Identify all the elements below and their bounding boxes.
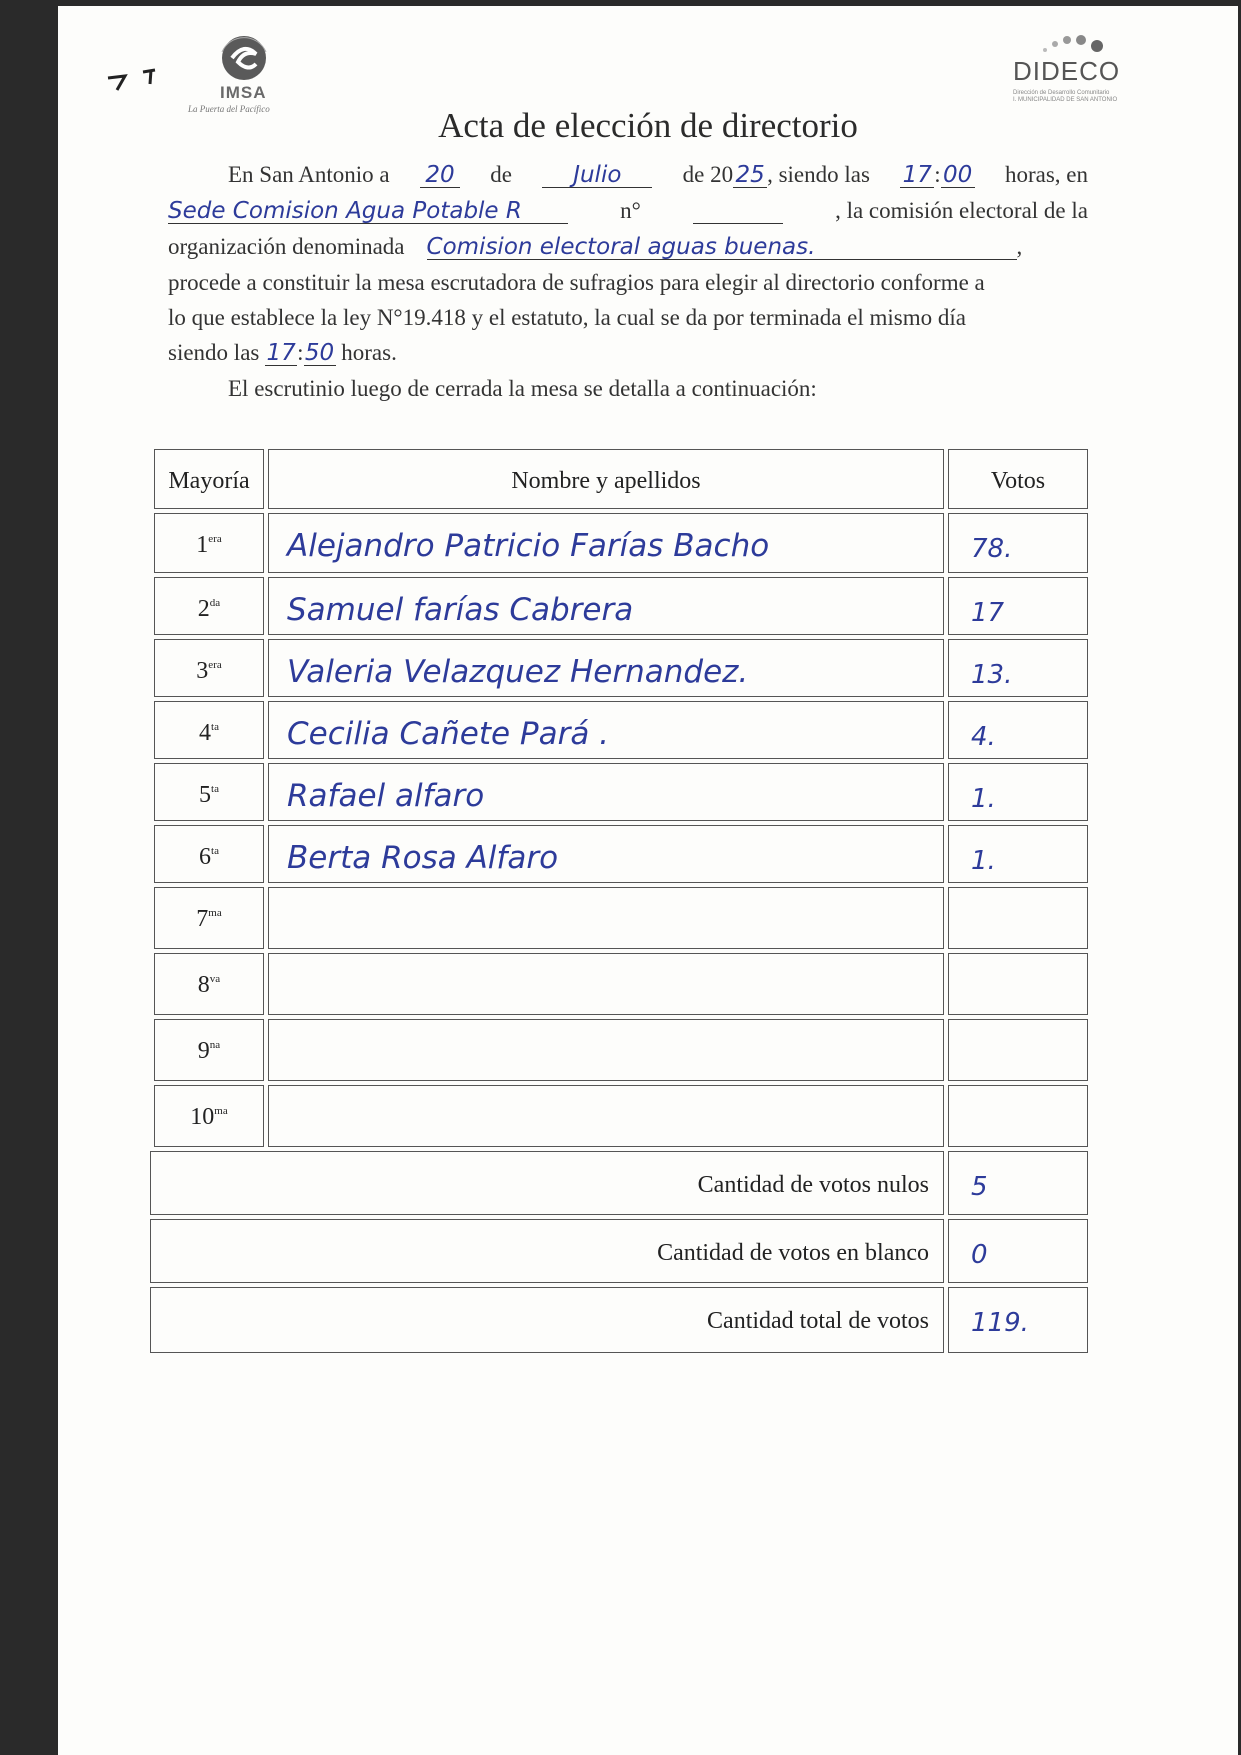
text-segment: , la comisión electoral de la bbox=[835, 198, 1088, 223]
handwritten-org-name: Comision electoral aguas buenas. bbox=[427, 235, 1017, 260]
document-page bbox=[58, 6, 1238, 1755]
rank-cell bbox=[154, 953, 264, 1015]
text-segment: organización denominada bbox=[168, 234, 405, 259]
table-row bbox=[150, 513, 1090, 573]
rank-label bbox=[199, 782, 219, 809]
rank-label bbox=[198, 596, 220, 623]
dideco-sub-line-2: I. MUNICIPALIDAD DE SAN ANTONIO bbox=[1013, 97, 1118, 103]
header-votos bbox=[948, 449, 1088, 509]
table-row bbox=[150, 639, 1090, 697]
rank-suffix: era bbox=[208, 659, 222, 671]
text-segment: de 20 bbox=[682, 162, 734, 187]
rank-suffix: ta bbox=[211, 783, 219, 795]
candidate-votes: 1. bbox=[971, 784, 996, 814]
rank-suffix: da bbox=[209, 597, 221, 609]
rank-suffix: ma bbox=[214, 1105, 228, 1117]
name-cell bbox=[268, 953, 944, 1015]
header-mayoria bbox=[154, 449, 264, 509]
rank-suffix: era bbox=[208, 533, 222, 545]
name-cell bbox=[268, 763, 944, 821]
name-cell bbox=[268, 577, 944, 635]
candidate-votes: 4. bbox=[971, 722, 996, 752]
dideco-sub-line-1: Dirección de Desarrollo Comunitario bbox=[1013, 90, 1110, 96]
text-segment: , bbox=[1016, 234, 1023, 259]
text-segment: siendo las bbox=[168, 340, 260, 365]
paragraph-line-5: lo que establece la ley N°19.418 y el estatuto, la cual se da por terminada el mismo día bbox=[168, 305, 966, 330]
rank-label bbox=[198, 1038, 220, 1065]
rank-number: 10 bbox=[190, 1104, 215, 1130]
document-title: Acta de elección de directorio bbox=[438, 106, 858, 145]
rank-label bbox=[199, 844, 219, 871]
rank-cell bbox=[154, 887, 264, 949]
nulos-label-cell bbox=[150, 1151, 944, 1215]
votes-cell bbox=[948, 953, 1088, 1015]
table-row bbox=[150, 887, 1090, 949]
imsa-logo-name: IMSA bbox=[220, 83, 267, 102]
table-row bbox=[150, 953, 1090, 1015]
candidate-name: Berta Rosa Alfaro bbox=[287, 840, 559, 876]
rank-label bbox=[196, 532, 221, 559]
text-segment: , siendo las bbox=[767, 162, 870, 187]
text-segment: n° bbox=[620, 198, 641, 223]
handwritten-end-minute: 50 bbox=[304, 340, 335, 366]
rank-label bbox=[196, 906, 221, 933]
handwritten-end-hour: 17 bbox=[266, 340, 296, 366]
paragraph-line-6: siendo las 17:50 horas. bbox=[168, 340, 397, 366]
handwritten-place: Sede Comision Agua Potable R bbox=[168, 199, 568, 224]
text-segment: de bbox=[490, 162, 512, 187]
rank-label bbox=[199, 720, 219, 747]
table-header-row bbox=[150, 449, 1090, 509]
name-cell bbox=[268, 513, 944, 573]
dideco-logo-sub bbox=[1013, 90, 1117, 104]
votes-cell bbox=[948, 577, 1088, 635]
votes-cell bbox=[948, 513, 1088, 573]
votes-cell bbox=[948, 887, 1088, 949]
name-cell bbox=[268, 825, 944, 883]
hour-field: 17 : 00 bbox=[900, 162, 974, 188]
rank-cell bbox=[154, 1085, 264, 1147]
candidate-votes: 17 bbox=[971, 598, 1005, 628]
blanco-value: 0 bbox=[971, 1240, 988, 1270]
text-segment: horas, en bbox=[1004, 162, 1088, 187]
text-segment bbox=[683, 162, 870, 188]
handwritten-minute: 00 bbox=[941, 163, 975, 188]
rank-number: 6 bbox=[199, 844, 212, 870]
header-nombre bbox=[268, 449, 944, 509]
table-row bbox=[150, 701, 1090, 759]
name-cell bbox=[268, 1019, 944, 1081]
candidate-name: Valeria Velazquez Hernandez. bbox=[287, 654, 749, 690]
header-mayoria-text: Mayoría bbox=[168, 468, 250, 494]
table-row bbox=[150, 763, 1090, 821]
imsa-logo-tagline: La Puerta del Pacífico bbox=[188, 104, 270, 114]
nulos-value: 5 bbox=[971, 1172, 988, 1202]
blank-number-field bbox=[693, 223, 783, 224]
candidate-name: Alejandro Patricio Farías Bacho bbox=[287, 528, 770, 564]
imsa-logo bbox=[188, 28, 318, 118]
rank-suffix: va bbox=[209, 973, 221, 985]
total-label: Cantidad total de votos bbox=[707, 1308, 929, 1334]
nulos-value-cell bbox=[948, 1151, 1088, 1215]
dideco-logo bbox=[1013, 28, 1183, 108]
paragraph-line-2 bbox=[168, 198, 1088, 224]
rank-cell bbox=[154, 1019, 264, 1081]
rank-number: 3 bbox=[196, 658, 209, 684]
total-label-cell bbox=[150, 1287, 944, 1353]
handwritten-day: 20 bbox=[420, 163, 460, 188]
blanco-label: Cantidad de votos en blanco bbox=[657, 1240, 929, 1266]
rank-number: 2 bbox=[197, 596, 210, 622]
nulos-row bbox=[150, 1151, 1090, 1215]
votes-cell bbox=[948, 639, 1088, 697]
candidate-votes: 13. bbox=[971, 660, 1013, 690]
rank-cell bbox=[154, 825, 264, 883]
rank-number: 7 bbox=[196, 906, 209, 932]
handwritten-year: 25 bbox=[733, 163, 767, 188]
paragraph-line-1 bbox=[168, 162, 1088, 188]
name-cell bbox=[268, 1085, 944, 1147]
rank-number: 4 bbox=[199, 720, 212, 746]
rank-label bbox=[196, 658, 221, 685]
candidate-votes: 1. bbox=[971, 846, 996, 876]
table-row bbox=[150, 825, 1090, 883]
pen-mark-icon bbox=[103, 66, 173, 96]
rank-suffix: ma bbox=[208, 907, 222, 919]
total-value-cell bbox=[948, 1287, 1088, 1353]
rank-cell bbox=[154, 513, 264, 573]
rank-suffix: na bbox=[209, 1039, 221, 1051]
table-row bbox=[150, 1019, 1090, 1081]
rank-suffix: ta bbox=[211, 845, 219, 857]
paragraph-line-7: El escrutinio luego de cerrada la mesa se detalla a continuación: bbox=[228, 376, 817, 401]
name-cell bbox=[268, 639, 944, 697]
votes-cell bbox=[948, 701, 1088, 759]
results-table bbox=[150, 449, 1090, 1424]
handwritten-hour: 17 bbox=[900, 163, 934, 188]
rank-label bbox=[190, 1104, 227, 1131]
candidate-name: Rafael alfaro bbox=[287, 778, 485, 814]
dideco-logo-name: DIDECO bbox=[1013, 56, 1121, 86]
name-cell bbox=[268, 701, 944, 759]
rank-number: 9 bbox=[197, 1038, 210, 1064]
nulos-label: Cantidad de votos nulos bbox=[697, 1172, 929, 1198]
rank-number: 5 bbox=[199, 782, 212, 808]
total-row bbox=[150, 1287, 1090, 1353]
rank-suffix: ta bbox=[211, 721, 219, 733]
rank-cell bbox=[154, 639, 264, 697]
blanco-row bbox=[150, 1219, 1090, 1283]
votes-cell bbox=[948, 763, 1088, 821]
table-row bbox=[150, 577, 1090, 635]
blanco-value-cell bbox=[948, 1219, 1088, 1283]
rank-cell bbox=[154, 701, 264, 759]
rank-label bbox=[198, 972, 220, 999]
candidate-name: Cecilia Cañete Pará . bbox=[287, 716, 610, 752]
handwritten-month: Julio bbox=[542, 163, 652, 188]
rank-number: 1 bbox=[196, 532, 209, 558]
votes-cell bbox=[948, 1019, 1088, 1081]
text-segment: En San Antonio a bbox=[228, 162, 390, 187]
rank-number: 8 bbox=[197, 972, 210, 998]
header-votos-text: Votos bbox=[990, 468, 1046, 494]
candidate-votes: 78. bbox=[971, 534, 1013, 564]
votes-cell bbox=[948, 825, 1088, 883]
header-nombre-text: Nombre y apellidos bbox=[511, 468, 701, 494]
candidate-name: Samuel farías Cabrera bbox=[287, 592, 634, 628]
table-row bbox=[150, 1085, 1090, 1147]
imsa-emblem-icon bbox=[214, 28, 274, 88]
votes-cell bbox=[948, 1085, 1088, 1147]
blanco-label-cell bbox=[150, 1219, 944, 1283]
dideco-dots-icon bbox=[1037, 28, 1117, 58]
total-value: 119. bbox=[971, 1308, 1029, 1338]
name-cell bbox=[268, 887, 944, 949]
rank-cell bbox=[154, 763, 264, 821]
text-segment: horas. bbox=[341, 340, 397, 365]
paragraph-line-3 bbox=[168, 234, 1088, 260]
paragraph-line-4: procede a constituir la mesa escrutadora de sufragios para elegir al directorio conforme a bbox=[168, 270, 985, 295]
rank-cell bbox=[154, 577, 264, 635]
